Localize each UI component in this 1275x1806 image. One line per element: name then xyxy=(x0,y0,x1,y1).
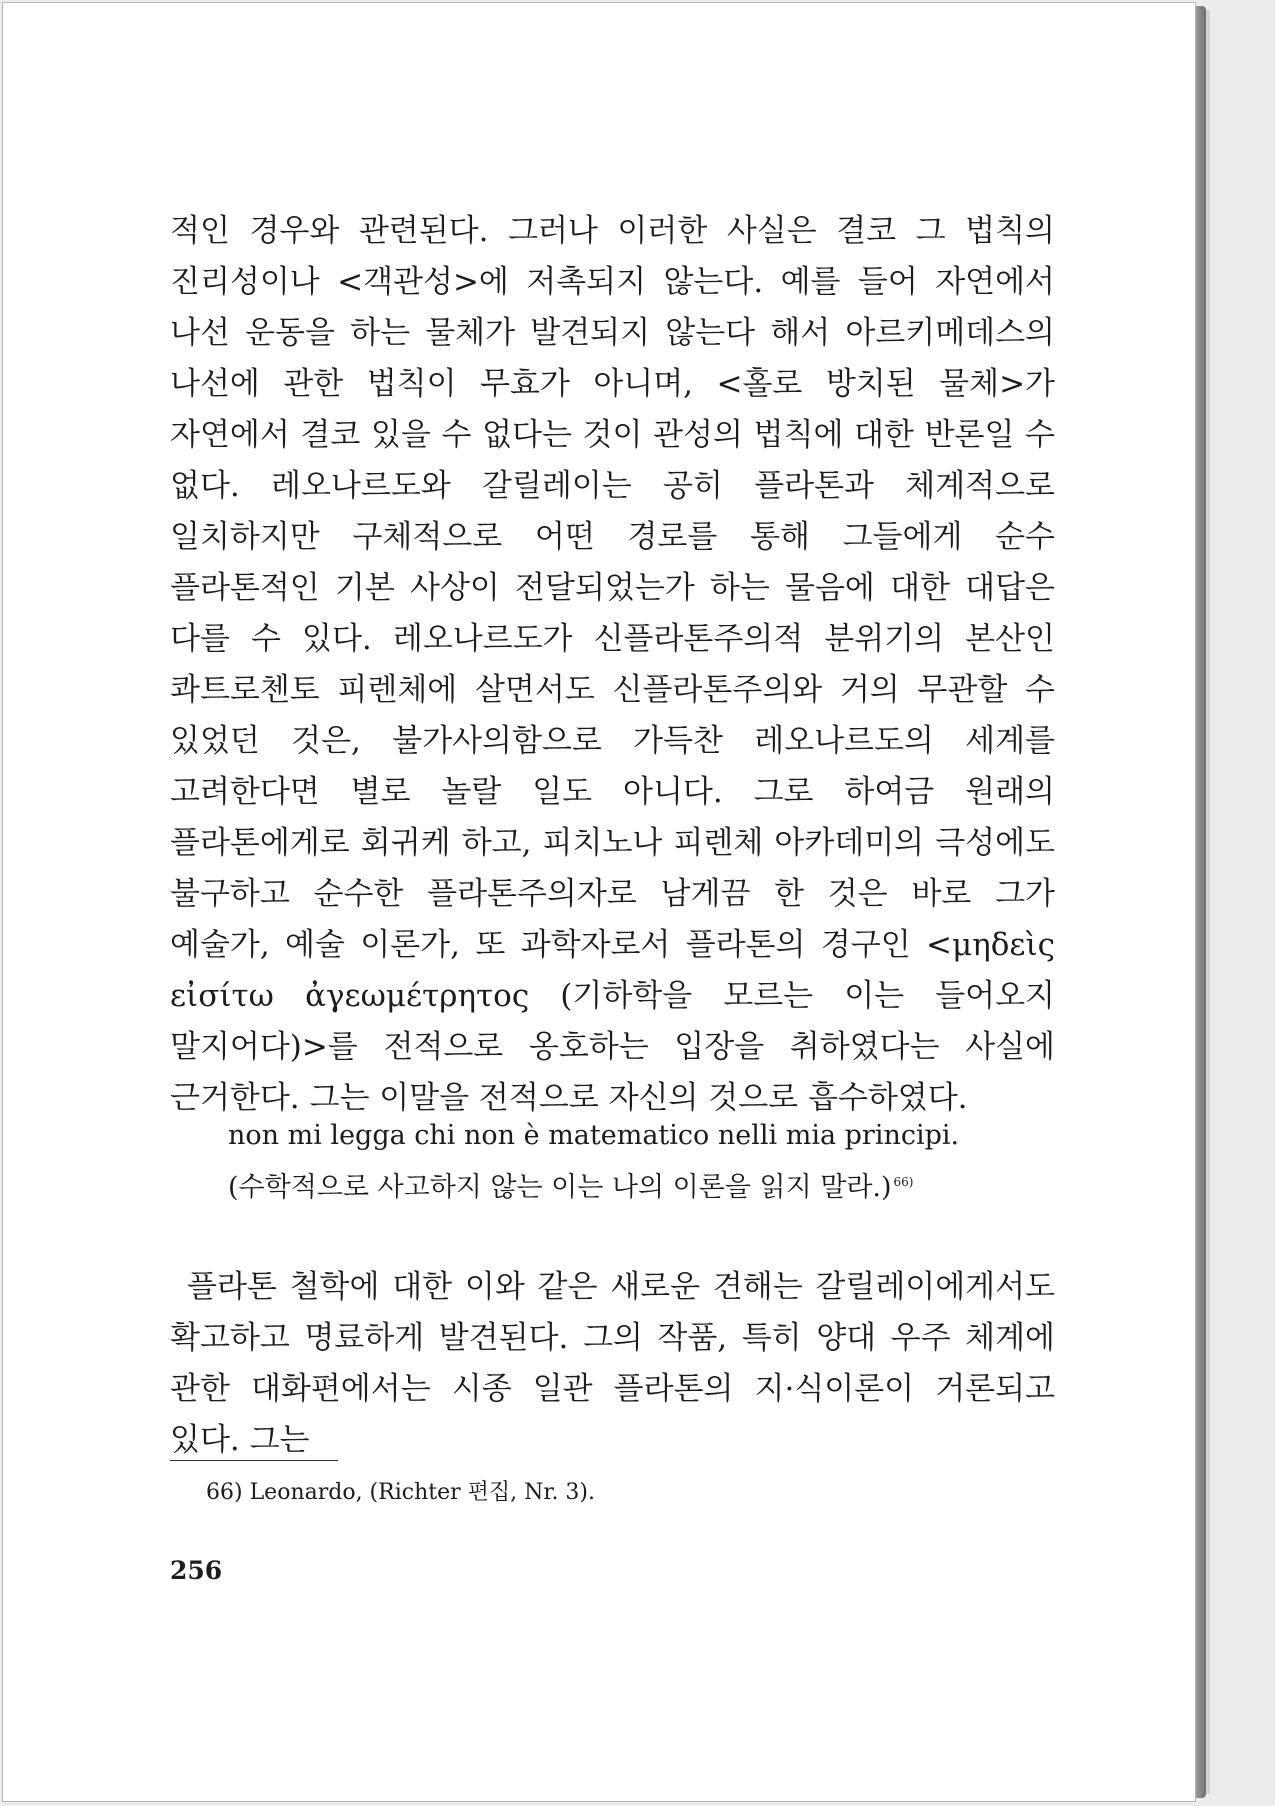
paragraph-1: 적인 경우와 관련된다. 그러나 이러한 사실은 결코 그 법칙의 진리성이나 <객관성>에 저촉되지 않는다. 예를 들어 자연에서 나선 운동을 하는 물체가 발견되지 않는다 해서 아르키메데스의 나선에 관한 법칙이 무효가 아니며, <홀로 방치된 물체>가 자연에서 결코 있을 수 없다는 것이 관성의 법칙에 대한 반론일 수 없다. 레오나르도와 갈릴레이는 공히 플라톤과 체계적으로 일치하지만 구체적으로 어떤 경로를 통해 그들에게 순수 플라톤적인 기본 사상이 전달되었는가 하는 물음에 대한 대답은 다를 수 있다. 레오나르도가 신플라톤주의적 분위기의 본산인 콰트로첸토 피렌체에 살면서도 신플라톤주의와 거의 무관할 수 있었던 것은, 불가사의함으로 가득찬 레오나르도의 세계를 고려한다면 별로 놀랄 일도 아니다. 그로 하여금 원래의 플라톤에게로 회귀케 하고, 피치노나 피렌체 아카데미의 극성에도 불구하고 순수한 플라톤주의자로 남게끔 한 것은 바로 그가 예술가, 예술 이론가, 또 과학자로서 플라톤의 경구인 <μηδεὶς εἰσίτω ἀγεωμέτρητος (기하학을 모르는 이는 들어오지 말지어다)>를 전적으로 옹호하는 입장을 취하였다는 사실에 근거한다. 그는 이말을 전적으로 자신의 것으로 흡수하였다. xyxy=(170,213,1055,1116)
footnote-66: 66) Leonardo, (Richter 편집, Nr. 3). xyxy=(206,1480,596,1505)
quote-korean-line xyxy=(228,1159,1008,1211)
block-quote xyxy=(228,1113,1008,1211)
quote-korean: (수학적으로 사고하지 않는 이는 나의 이론을 읽지 말라.) xyxy=(228,1172,892,1203)
quote-italian: non mi legga chi non è matematico nelli mia principi. xyxy=(228,1120,960,1151)
page-edge-shadow xyxy=(1196,6,1206,1798)
page-edge-highlight xyxy=(1206,10,1210,1794)
page-number: 256 xyxy=(170,1556,223,1585)
footnote-rule xyxy=(170,1460,338,1461)
paragraph-2: 플라톤 철학에 대한 이와 같은 새로운 견해는 갈릴레이에게서도 확고하고 명료하게 발견된다. 그의 작품, 특히 양대 우주 체계에 관한 대화편에서는 시종 일관 플라톤의 지·식이론이 거론되고 있다. 그는 xyxy=(170,1269,1055,1458)
footnote-ref-66: 66) xyxy=(893,1175,914,1189)
